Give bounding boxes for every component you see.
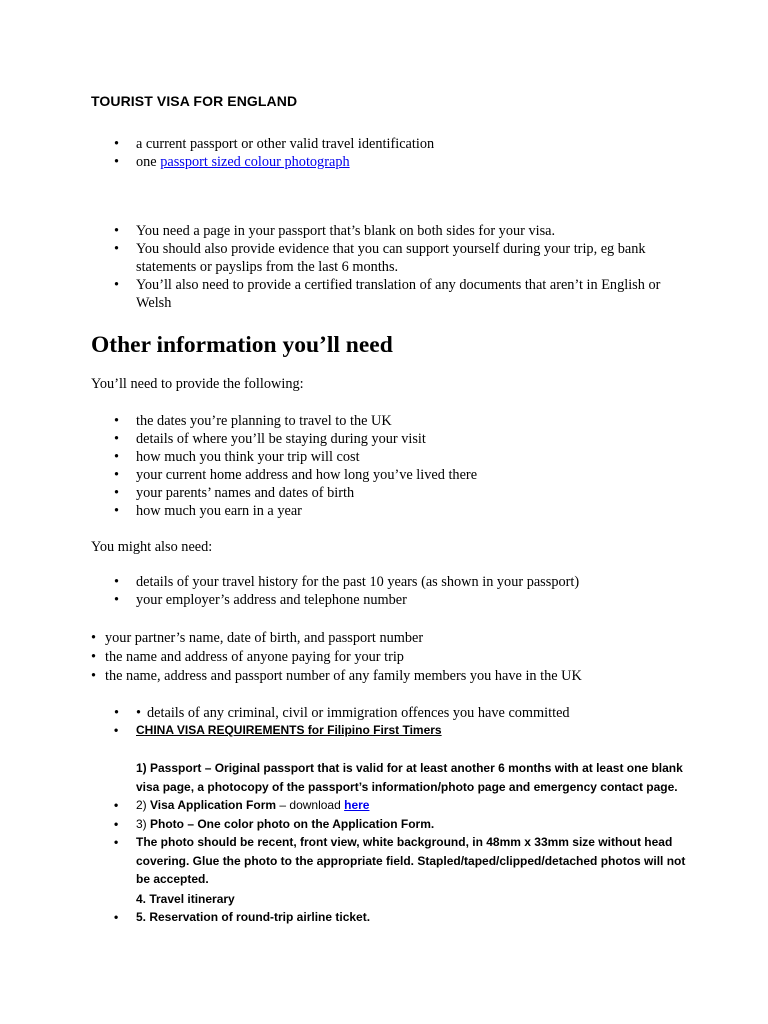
list-item-text: The photo should be recent, front view, white background, in 48mm x 33mm size without head covering. Glue the photo to the appropriate field. Stapled/taped/clipped/detached photos will not be accepted. xyxy=(136,835,686,886)
provide-intro: You’ll need to provide the following: xyxy=(91,376,304,392)
reservation-list xyxy=(91,908,691,927)
passport-evidence-list xyxy=(91,222,691,312)
section-heading: Other information you’ll need xyxy=(91,332,393,358)
list-item: • the name and address of anyone paying for your trip xyxy=(91,648,711,667)
china-requirements-list xyxy=(91,796,691,889)
list-item xyxy=(91,833,691,889)
list-item xyxy=(91,815,691,834)
list-item xyxy=(91,135,691,153)
list-item-text: one xyxy=(136,154,161,170)
passport-photo-link[interactable]: passport sized colour photograph xyxy=(160,154,350,170)
item-label: Visa Application Form xyxy=(150,798,277,812)
offences-list xyxy=(91,704,691,722)
inner-bullet-icon: • xyxy=(136,705,142,721)
list-item: • details of where you’ll be staying during your visit xyxy=(91,430,691,448)
list-item: • You need a page in your passport that’s blank on both sides for your visa. xyxy=(91,222,691,240)
list-item: • You’ll also need to provide a certified translation of any documents that aren’t in English or Welsh xyxy=(91,276,691,312)
list-item: • how much you think your trip will cost xyxy=(91,448,691,466)
list-item: • 5. Reservation of round-trip airline ticket. xyxy=(91,908,691,927)
family-list xyxy=(91,629,711,686)
item-text: – download xyxy=(276,798,345,812)
page-title: TOURIST VISA FOR ENGLAND xyxy=(91,93,298,109)
list-item: • your parents’ names and dates of birth xyxy=(91,484,691,502)
list-item xyxy=(91,796,691,815)
list-item: • your partner’s name, date of birth, and passport number xyxy=(91,629,711,648)
china-heading-list xyxy=(91,721,691,740)
list-item xyxy=(91,704,691,722)
list-item-text: details of any criminal, civil or immigration offences you have committed xyxy=(147,705,570,721)
might-intro: You might also need: xyxy=(91,539,213,555)
item-number: 3) xyxy=(136,816,151,831)
list-item: • your employer’s address and telephone number xyxy=(91,591,691,609)
list-item: • the name, address and passport number of any family members you have in the UK xyxy=(91,667,711,686)
list-item: • your current home address and how long you’ve lived there xyxy=(91,466,691,484)
china-heading: CHINA VISA REQUIREMENTS for Filipino First Timers xyxy=(136,723,442,737)
list-item: • how much you earn in a year xyxy=(91,502,691,520)
item-number: 2) xyxy=(136,798,151,812)
list-item: • the dates you’re planning to travel to the UK xyxy=(91,412,691,430)
list-item xyxy=(91,721,691,740)
requirements-list xyxy=(91,135,691,171)
list-item xyxy=(91,153,691,171)
item-label: Photo – One color photo on the Application Form. xyxy=(150,816,435,831)
list-item: • details of your travel history for the past 10 years (as shown in your passport) xyxy=(91,573,691,591)
download-form-link[interactable]: here xyxy=(344,798,370,812)
passport-requirement: 1) Passport – Original passport that is valid for at least another 6 months with at least one blank visa page, a photocopy of the passport’s information/photo page and emergency contact page. xyxy=(136,761,683,794)
travel-itinerary: 4. Travel itinerary xyxy=(136,892,235,906)
provide-list xyxy=(91,412,691,520)
list-item: • You should also provide evidence that you can support yourself during your trip, eg bank statements or payslips from the last 6 months. xyxy=(91,240,691,276)
list-item-text: a current passport or other valid travel identification xyxy=(136,136,435,152)
might-list xyxy=(91,573,691,609)
